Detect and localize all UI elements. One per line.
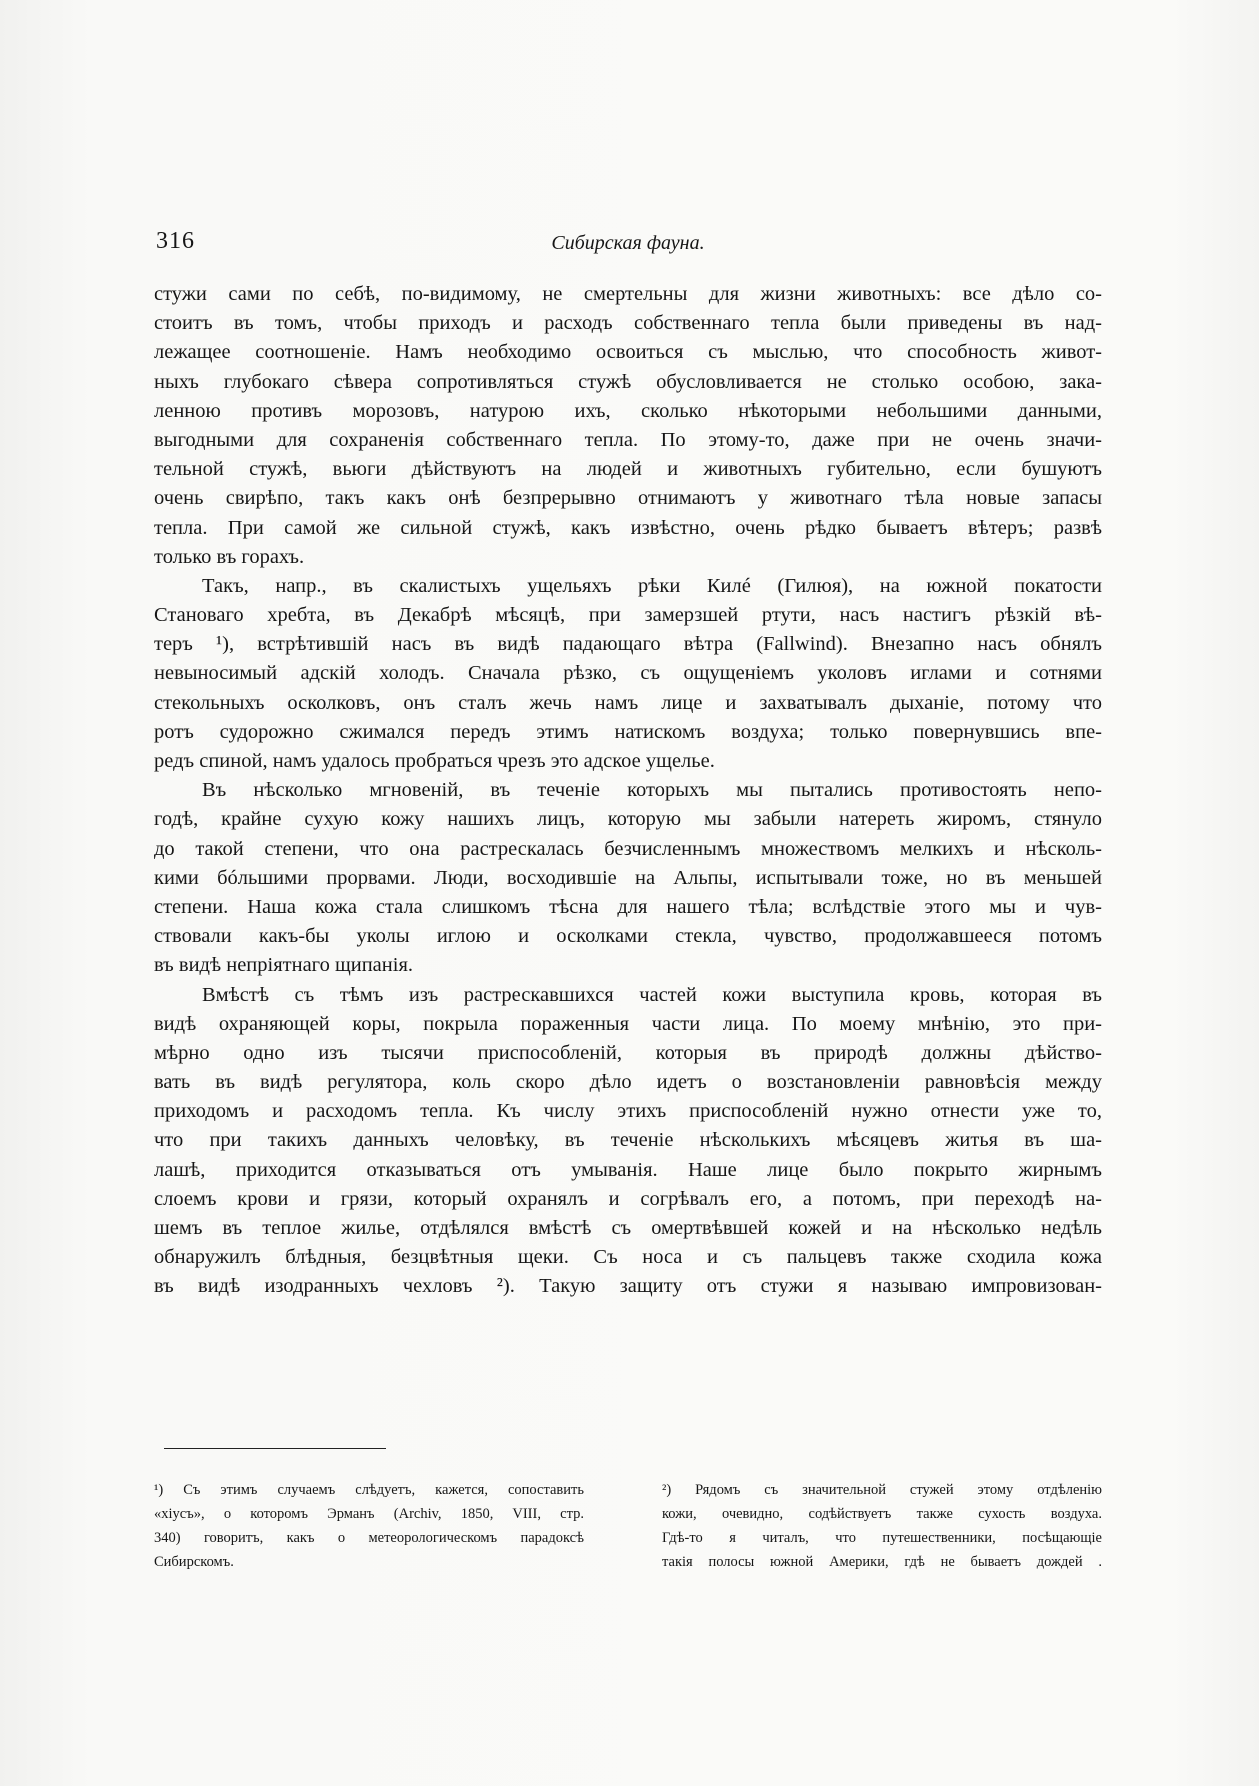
text-line: ленною противъ морозовъ, натурою ихъ, сколько нѣкоторыми небольшими данными,	[154, 399, 1102, 422]
text-line: стоитъ въ томъ, чтобы приходъ и расходъ собственнаго тепла были приведены въ над-	[154, 312, 1102, 335]
page-header	[156, 228, 1100, 268]
text-line: степени. Наша кожа стала слишкомъ тѣсна для нашего тѣла; вслѣдствіе этого мы и чув-	[154, 895, 1102, 918]
text-line: тельной стужѣ, вьюги дѣйствуютъ на людей и животныхъ губительно, если бушуютъ	[154, 458, 1102, 481]
text-line: Становаго хребта, въ Декабрѣ мѣсяцѣ, при замерзшей ртути, насъ настигъ рѣзкій вѣ-	[154, 604, 1102, 627]
text-line: обнаружилъ блѣдныя, безцвѣтныя щеки. Съ носа и съ пальцевъ также сходила кожа	[154, 1246, 1102, 1269]
page-number: 316	[156, 228, 195, 254]
text-line: до такой степени, что она растрескалась безчисленнымъ множествомъ мелкихъ и нѣсколь-	[154, 837, 1102, 860]
text-line: лашѣ, приходится отказываться отъ умыванія. Наше лице было покрыто жирнымъ	[154, 1158, 1102, 1181]
text-line: выгодными для сохраненія собственнаго тепла. По этому-то, даже при не очень значи-	[154, 428, 1102, 451]
text-line: ротъ судорожно сжимался передъ этимъ натискомъ воздуха; только повернувшись впе-	[154, 720, 1102, 743]
text-line: Вмѣстѣ съ тѣмъ изъ растрескавшихся частей кожи выступила кровь, которая въ	[202, 983, 1102, 1006]
text-line: кими бóльшими прорвами. Люди, восходившіе на Альпы, испытывали тоже, но въ меньшей	[154, 866, 1102, 889]
text-line: Въ нѣсколько мгновеній, въ теченіе которыхъ мы пытались противостоять непо-	[202, 779, 1102, 802]
text-line: Такъ, напр., въ скалистыхъ ущельяхъ рѣки Килé (Гилюя), на южной покатости	[202, 574, 1102, 597]
text-line: стужи сами по себѣ, по-видимому, не смертельны для жизни животныхъ: все дѣло со-	[154, 283, 1102, 305]
footnote-line: ²) Рядомъ съ значительной стужей этому отдѣленію	[662, 1482, 1102, 1498]
footnote-line: Гдѣ-то я читалъ, что путешественники, посѣщающіе	[662, 1530, 1102, 1546]
text-line: слоемъ крови и грязи, который охранялъ и согрѣвалъ его, а потомъ, при переходѣ на-	[154, 1187, 1102, 1210]
text-line: тепла. При самой же сильной стужѣ, какъ извѣстно, очень рѣдко бываетъ вѣтеръ; развѣ	[154, 516, 1102, 539]
text-line: лежащее соотношеніе. Намъ необходимо освоиться съ мыслью, что способность живот-	[154, 341, 1102, 364]
text-line: только въ горахъ.	[154, 545, 305, 568]
footnote-line: 340) говоритъ, какъ о метеорологическомъ парадоксѣ	[154, 1530, 584, 1546]
footnote-divider	[164, 1448, 386, 1449]
footnote-line: такія полосы южной Америки, гдѣ не бываетъ дождей .	[662, 1554, 1102, 1570]
text-line: невыносимый адскій холодъ. Сначала рѣзко, съ ощущеніемъ уколовъ иглами и сотнями	[154, 662, 1102, 685]
text-line: ствовали какъ-бы уколы иглою и осколками стекла, чувство, продолжавшееся потомъ	[154, 925, 1102, 948]
running-head: Сибирская фауна.	[551, 232, 705, 254]
text-line: ныхъ глубокаго сѣвера сопротивляться стужѣ обусловливается не столько особою, зака-	[154, 370, 1102, 393]
text-line: видѣ охраняющей коры, покрыла пораженныя части лица. По моему мнѣнію, это при-	[154, 1012, 1102, 1035]
text-line: редъ спиной, намъ удалось пробраться чрезъ это адское ущелье.	[154, 750, 715, 772]
footnote-line: ¹) Съ этимъ случаемъ слѣдуетъ, кажется, сопоставить	[154, 1482, 584, 1498]
footnote-line: кожи, очевидно, содѣйствуетъ также сухость воздуха.	[662, 1506, 1102, 1522]
text-line: мѣрно одно изъ тысячи приспособленій, которыя въ природѣ должны дѣйство-	[154, 1041, 1102, 1064]
footnote-2	[662, 1478, 1102, 1574]
footnote-line: Сибирскомъ.	[154, 1554, 234, 1570]
footnote-line: «хіусъ», о которомъ Эрманъ (Archiv, 1850, VIII, стр.	[154, 1506, 584, 1522]
text-line: въ видѣ изодранныхъ чехловъ ²). Такую защиту отъ стужи я называю импровизован-	[154, 1275, 1102, 1298]
body-text	[154, 280, 1102, 1302]
text-line: въ видѣ непріятнаго щипанія.	[154, 954, 413, 977]
text-line: теръ ¹), встрѣтившій насъ въ видѣ падающаго вѣтра (Fallwind). Внезапно насъ обнялъ	[154, 633, 1102, 656]
text-line: годѣ, крайне сухую кожу нашихъ лицъ, которую мы забыли натереть жиромъ, стянуло	[154, 808, 1102, 831]
footnote-1	[154, 1478, 584, 1574]
text-line: очень свирѣпо, такъ какъ онѣ безпрерывно отнимаютъ у животнаго тѣла новые запасы	[154, 487, 1102, 510]
text-line: шемъ въ теплое жилье, отдѣлялся вмѣстѣ съ омертвѣвшей кожей и на нѣсколько недѣль	[154, 1217, 1102, 1239]
text-line: что при такихъ данныхъ человѣку, въ теченіе нѣсколькихъ мѣсяцевъ житья въ ша-	[154, 1129, 1102, 1152]
text-line: стекольныхъ осколковъ, онъ сталъ жечь намъ лице и захватывалъ дыханіе, потому что	[154, 691, 1102, 714]
text-line: вать въ видѣ регулятора, коль скоро дѣло идетъ о возстановленіи равновѣсія между	[154, 1071, 1102, 1094]
text-line: приходомъ и расходомъ тепла. Къ числу этихъ приспособленій нужно отнести уже то,	[154, 1100, 1102, 1123]
